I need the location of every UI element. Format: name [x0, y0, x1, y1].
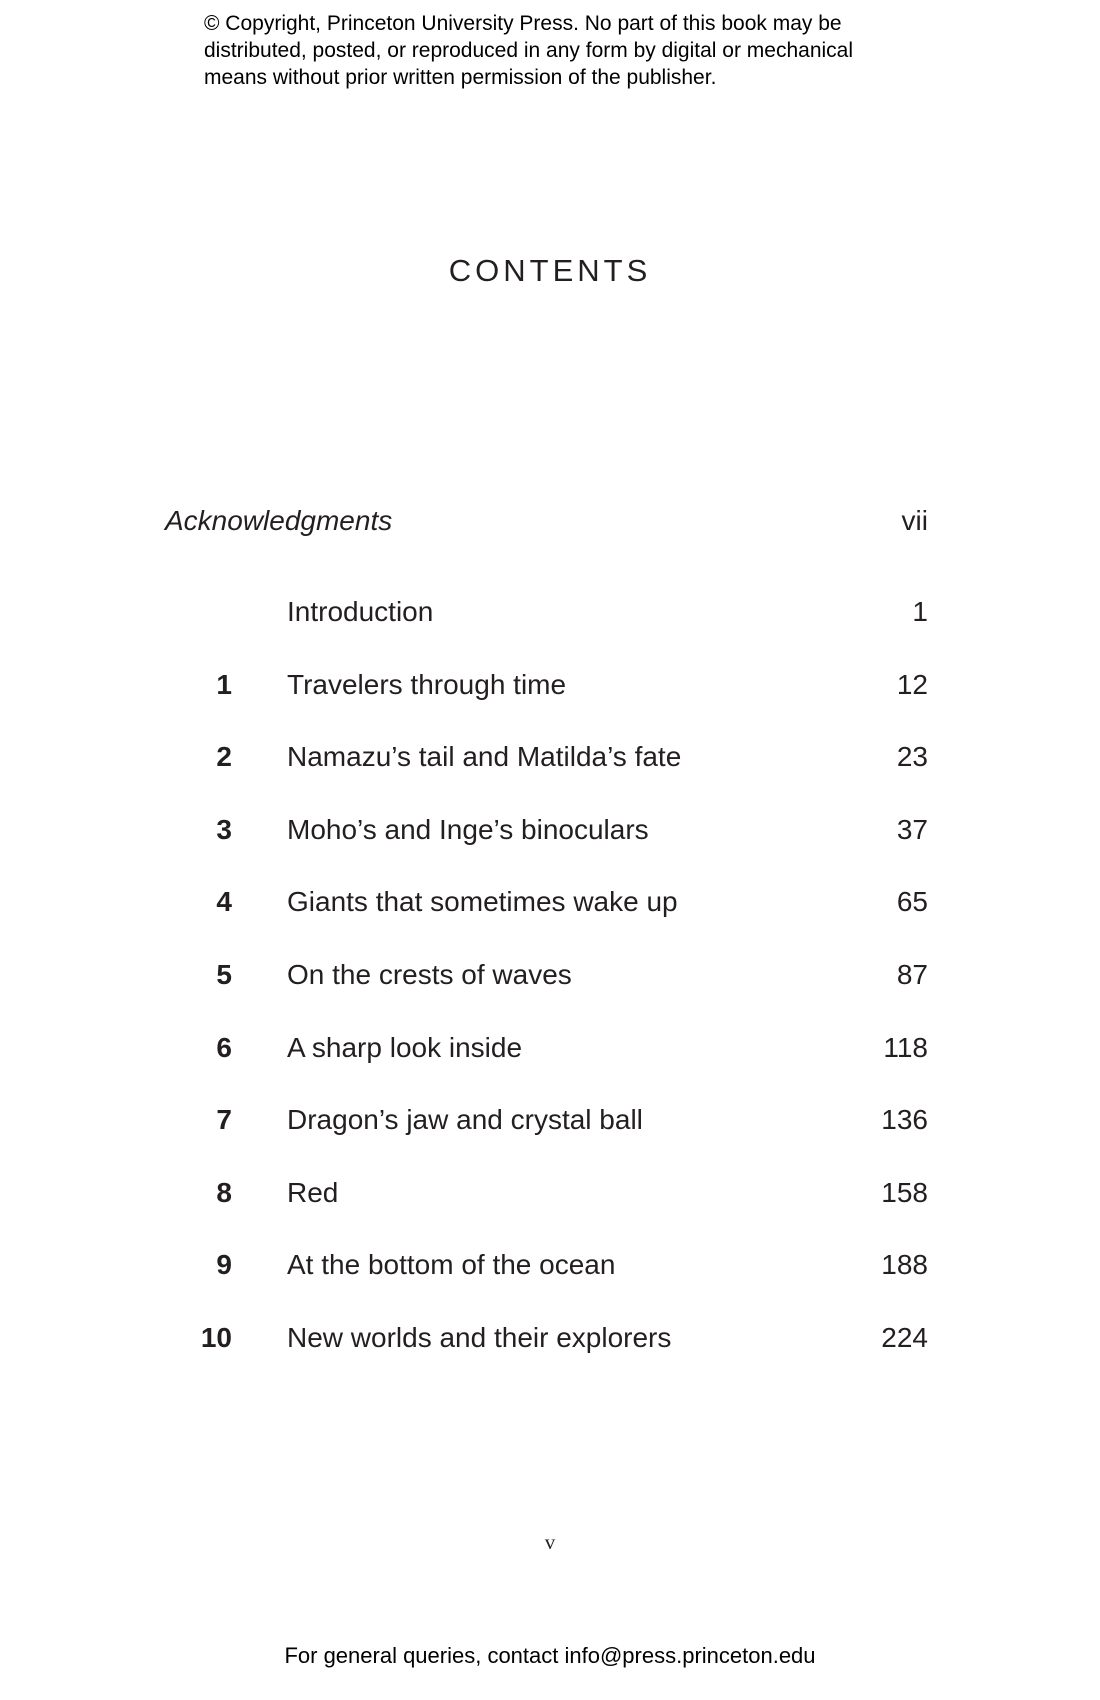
chapter-number: 2: [216, 741, 232, 773]
page-number: v: [544, 1530, 556, 1554]
chapter-number: 9: [216, 1249, 232, 1281]
copyright-line: © Copyright, Princeton University Press. No part of this book may be: [204, 12, 842, 35]
chapter-title: Travelers through time: [287, 668, 567, 700]
chapter-title: Red: [287, 1176, 339, 1208]
toc-entry-page: vii: [901, 505, 928, 536]
chapter-page: 188: [881, 1249, 928, 1281]
chapter-title: New worlds and their explorers: [287, 1321, 672, 1353]
chapter-page: 87: [896, 958, 928, 990]
toc-entry-acknowledgments[interactable]: [165, 501, 928, 541]
toc-entry-chapter-9[interactable]: [0, 1245, 1100, 1318]
copyright-line: distributed, posted, or reproduced in any form by digital or mechanical: [204, 39, 854, 62]
chapter-page: 118: [883, 1031, 928, 1063]
chapter-number: 8: [216, 1176, 232, 1208]
chapter-title: Namazu’s tail and Matilda’s fate: [287, 741, 682, 773]
chapter-number: 3: [216, 813, 232, 845]
chapter-page: 136: [881, 1104, 928, 1136]
toc-entry-introduction[interactable]: [0, 592, 1100, 665]
page-title: CONTENTS: [448, 253, 652, 288]
chapter-number: 6: [216, 1031, 232, 1063]
copyright-line: means without prior written permission of the publisher.: [204, 66, 717, 89]
toc-entry-chapter-3[interactable]: [0, 810, 1100, 883]
chapter-number: 10: [200, 1321, 232, 1353]
toc-entry-chapter-6[interactable]: [0, 1028, 1100, 1101]
chapter-number: 1: [216, 668, 232, 700]
chapter-page: 23: [896, 741, 928, 773]
chapter-page: 1: [912, 596, 928, 627]
chapter-title: A sharp look inside: [287, 1031, 523, 1063]
toc-entry-chapter-5[interactable]: [0, 955, 1100, 1028]
chapter-number: 4: [216, 886, 232, 918]
chapter-page: 224: [881, 1321, 928, 1353]
chapter-title: Giants that sometimes wake up: [287, 886, 678, 918]
chapter-page: 12: [896, 668, 928, 700]
chapter-number: 5: [216, 958, 232, 990]
chapter-page: 65: [896, 886, 928, 918]
chapter-title: Dragon’s jaw and crystal ball: [287, 1104, 643, 1136]
toc-entry-chapter-7[interactable]: [0, 1100, 1100, 1173]
toc-entry-chapter-4[interactable]: [0, 882, 1100, 955]
chapter-number: 7: [216, 1104, 232, 1136]
toc-entry-chapter-2[interactable]: [0, 737, 1100, 810]
chapter-title: Moho’s and Inge’s binoculars: [287, 813, 649, 845]
copyright-notice: [204, 10, 924, 91]
chapter-title: At the bottom of the ocean: [287, 1249, 616, 1281]
toc-entry-chapter-10[interactable]: [0, 1318, 1100, 1391]
chapter-page: 158: [881, 1176, 928, 1208]
toc-entry-chapter-8[interactable]: [0, 1173, 1100, 1246]
chapter-page: 37: [896, 813, 928, 845]
chapter-title: Introduction: [287, 596, 434, 627]
table-of-contents: [0, 592, 1100, 1391]
chapter-title: On the crests of waves: [287, 958, 572, 990]
toc-entry-title: Acknowledgments: [165, 505, 393, 536]
toc-entry-chapter-1[interactable]: [0, 665, 1100, 738]
footer-contact: For general queries, contact info@press.princeton.edu: [284, 1643, 816, 1668]
